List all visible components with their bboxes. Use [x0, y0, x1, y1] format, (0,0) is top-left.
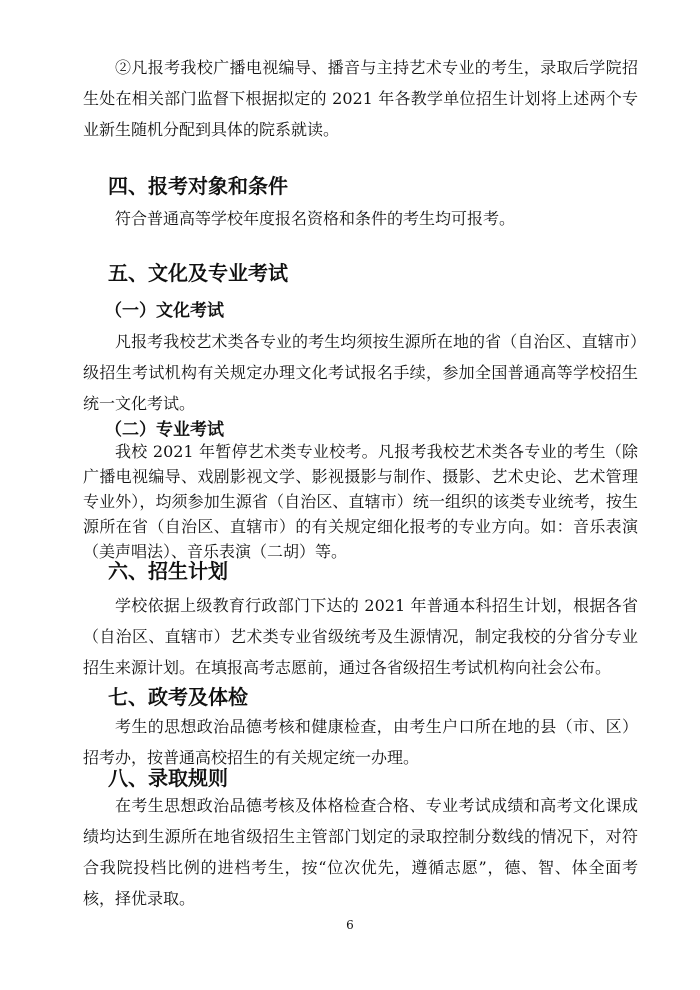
heading-enrollment-plan: 六、招生计划 [108, 559, 228, 583]
heading-admission-rules: 八、录取规则 [108, 766, 228, 790]
paragraph-politics-health: 考生的思想政治品德考核和健康检查，由考生户口所在地的县（市、区）招考办，按普通高校招生的有关规定统一办理。 [83, 717, 638, 767]
paragraph-enrollment-plan: 学校依据上级教育行政部门下达的 2021 年普通本科招生计划，根据各省（自治区、直辖市）艺术类专业省级统考及生源情况，制定我校的分省分专业招生来源计划。在填报高考志愿前，通过各省级招生考试机构向社会公布。 [83, 596, 638, 677]
subheading-culture-exam: （一）文化考试 [105, 301, 224, 321]
heading-eligibility: 四、报考对象和条件 [108, 174, 288, 198]
paragraph-major-exam: 我校 2021 年暂停艺术类专业校考。凡报考我校艺术类各专业的考生（除广播电视编导、戏剧影视文学、影视摄影与制作、摄影、艺术史论、艺术管理专业外），均须参加生源省（自治区、直辖市）统一组织的该类专业统考，按生源所在省（自治区、直辖市）的有关规定细化报考的专业方向。如：音乐表演（美声唱法）、音乐表演（二胡）等。 [83, 442, 638, 561]
heading-politics-health: 七、政考及体检 [108, 685, 248, 709]
paragraph-culture-exam: 凡报考我校艺术类各专业的考生均须按生源所在地的省（自治区、直辖市）级招生考试机构有关规定办理文化考试报名手续，参加全国普通高等学校招生统一文化考试。 [83, 332, 638, 413]
page-number: 6 [346, 918, 354, 932]
subheading-major-exam: （二）专业考试 [105, 420, 224, 440]
paragraph-allocation: ②凡报考我校广播电视编导、播音与主持艺术专业的考生，录取后学院招生处在相关部门监督下根据拟定的 2021 年各教学单位招生计划将上述两个专业新生随机分配到具体的院系就读。 [83, 58, 638, 139]
paragraph-admission-rules: 在考生思想政治品德考核及体格检查合格、专业考试成绩和高考文化课成绩均达到生源所在地省级招生主管部门划定的录取控制分数线的情况下，对符合我院投档比例的进档考生，按“位次优先，遵循志愿”，德、智、体全面考核，择优录取。 [83, 796, 638, 908]
paragraph-eligibility: 符合普通高等学校年度报名资格和条件的考生均可报考。 [115, 209, 516, 228]
heading-exams: 五、文化及专业考试 [108, 261, 288, 285]
